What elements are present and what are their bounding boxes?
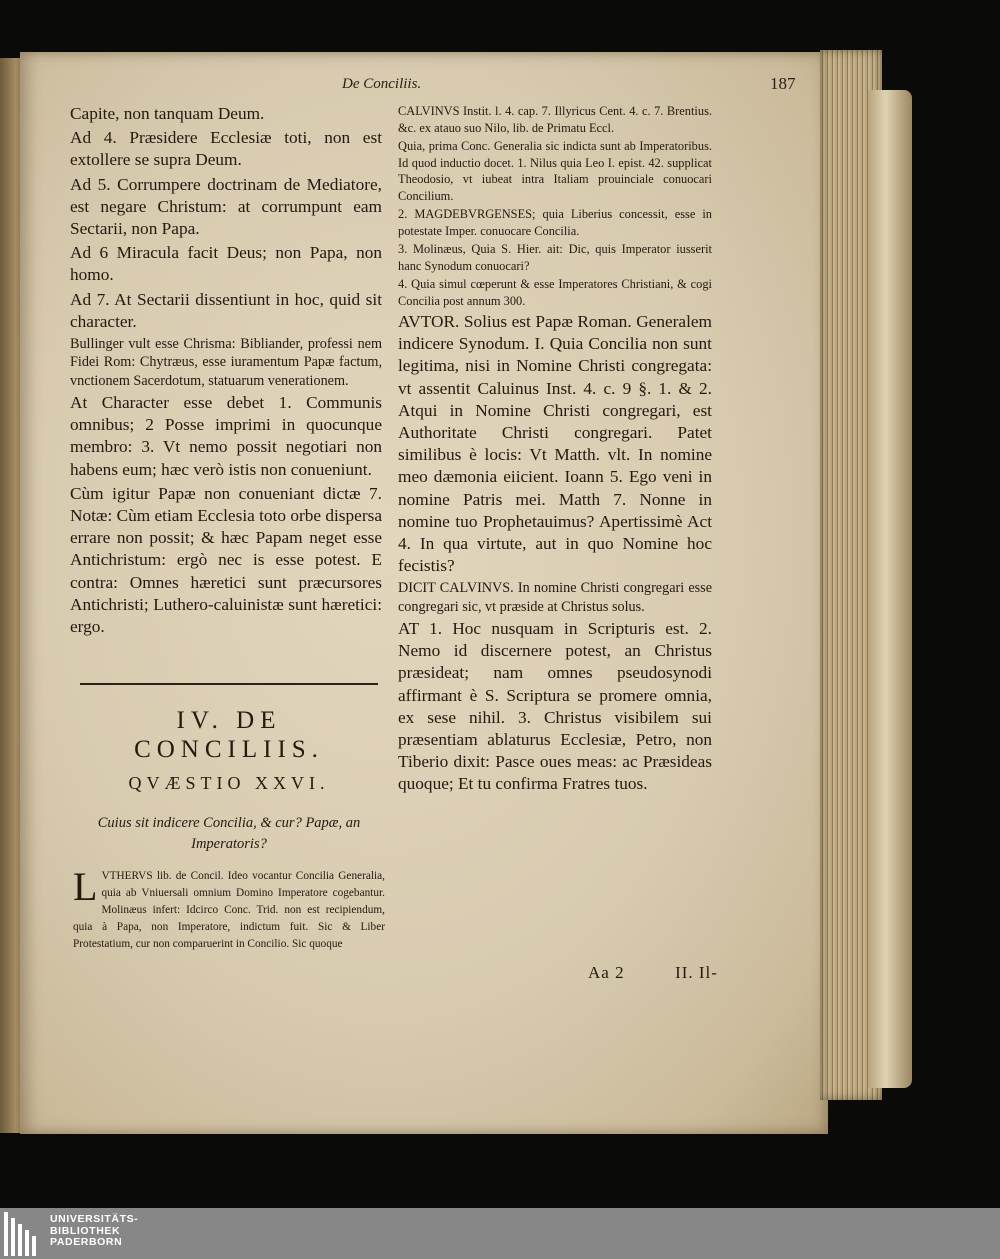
- library-logo-icon: [4, 1212, 44, 1256]
- catchword: II. Il-: [675, 963, 718, 982]
- right-paragraph: 4. Quia simul cœperunt & esse Imperatores Christiani, & cogi Concilia post annum 300.: [398, 277, 712, 308]
- left-paragraph: Ad 5. Corrumpere doctrinam de Mediatore, est negare Christum: at corrumpunt eam Sectarii, non Papa.: [70, 174, 382, 239]
- intro-paragraph: [73, 864, 385, 953]
- drop-cap: L: [73, 864, 98, 909]
- dicit-paragraph: DICIT CALVINVS. In nomine Christi congregari esse congregari sic, vt præside at Christus solus.: [398, 580, 712, 615]
- left-paragraph: At Character esse debet 1. Communis omnibus; 2 Posse imprimi in quocunque membro: 3. Vt nemo possit negotiari non habens eum; hæc verò istis non conueniunt.: [70, 392, 382, 479]
- section-title: IV. DE CONCILIIS.: [134, 707, 324, 763]
- right-paragraph: 2. MAGDEBVRGENSES; quia Liberius concessit, esse in potestate Imper. conuocare Concilia.: [398, 207, 712, 238]
- left-paragraph: Capite, non tanquam Deum.: [70, 104, 265, 123]
- left-column: [70, 103, 382, 640]
- left-paragraph: Ad 6 Miracula facit Deus; non Papa, non homo.: [70, 243, 382, 285]
- right-paragraph: 3. Molinæus, Quia S. Hier. ait: Dic, quis Imperator iusserit hanc Synodum conuocari?: [398, 242, 712, 273]
- intro-text: VTHERVS lib. de Concil. Ideo vocantur Concilia Generalia, quia ab Vniuersali omnium Domino Imperatore cogebantur. Molinæus infert: Idcirco Conc. Trid. non est recipiendum, quia à Papa, non Imperatore, indictum fuit. Sic & Liber Protestatium, cur non comparuerint in Concilio. Sic quoque: [73, 870, 385, 950]
- left-paragraph: Ad 4. Præsidere Ecclesiæ toti, non est extollere se supra Deum.: [70, 128, 382, 170]
- right-column: [398, 103, 712, 798]
- quaestio-heading: QVÆSTIO XXVI.: [128, 773, 330, 793]
- autor-paragraph: AVTOR. Solius est Papæ Roman. Generalem indicere Synodum. I. Quia Concilia non sunt legitima, nisi in Nomine Christi congregata: vt assentit Caluinus Inst. 4. c. 9 §. 1. & 2. Atqui in Nomine Christi congregari, est Authoritate Christi congregari. Patet similibus è locis: Vt Matth. vlt. In nomine meo dæmonia eiicient. Ioann 5. Ego veni in nomine Patris mei. Matth 7. Nonne in nomine tuo Prophetauimus? Apertissimè Act 4. In qua virtute, aut in quo Nomine hoc fecistis?: [398, 312, 712, 576]
- library-line: UNIVERSITÄTS-: [50, 1213, 139, 1225]
- library-line: PADERBORN: [50, 1236, 123, 1248]
- library-banner: [0, 1208, 1000, 1259]
- right-paragraph: CALVINVS Instit. l. 4. cap. 7. Illyricus Cent. 4. c. 7. Brentius. &c. ex atauo suo Nilo, lib. de Primatu Eccl.: [398, 104, 712, 135]
- library-name: [50, 1214, 138, 1249]
- page-number: 187: [770, 74, 796, 93]
- left-paragraph: Ad 7. At Sectarii dissentiunt in hoc, quid sit character.: [70, 289, 382, 331]
- right-paragraph: Quia, prima Conc. Generalia sic indicta sunt ab Imperatoribus. Id quod inductio docet. 1. Nilus quia Leo I. epist. 42. supplicat Theodosio, vt iubeat intra Italiam prouinciale conuocari Concilium.: [398, 139, 712, 203]
- question-heading: Cuius sit indicere Concilia, & cur? Papæ, an Imperatoris?: [97, 815, 361, 852]
- at-paragraph: AT 1. Hoc nusquam in Scripturis est. 2. Nemo id discernere potest, an Christus præsideat; nam omnes pseudosynodi affirmant è S. Scriptura se promere omnia, ex sese nihil. 3. Christus visibilem sui præsentiam ablaturus Ecclesiæ, Petro, non Tiberio dixit: Pasce oues meas: ac Præsideas quoque; Et tu confirma Fratres tuos.: [398, 619, 712, 794]
- library-line: BIBLIOTHEK: [50, 1224, 121, 1237]
- book-cover-edge: [868, 90, 912, 1088]
- section-divider: [80, 683, 378, 685]
- left-paragraph: Cùm igitur Papæ non conueniant dictæ 7. Notæ: Cùm etiam Ecclesia toto orbe dispersa errare non possit; & hæc Papam neget esse Antichristum: ergò nec is esse potest. E contra: Omnes hæretici sunt præcursores Antichristi; Luthero-caluinistæ sunt hæretici: ergo.: [70, 483, 382, 636]
- page-footer: [588, 963, 718, 983]
- signature-mark: Aa 2: [588, 963, 625, 982]
- left-paragraph: Bullinger vult esse Chrisma: Bibliander, professi nem Fidei Rom: Chytræus, esse iuramentum Papæ factum, vnctionem Sacerdotum, statuarum venerationem.: [70, 336, 382, 389]
- running-title: De Conciliis.: [342, 76, 422, 92]
